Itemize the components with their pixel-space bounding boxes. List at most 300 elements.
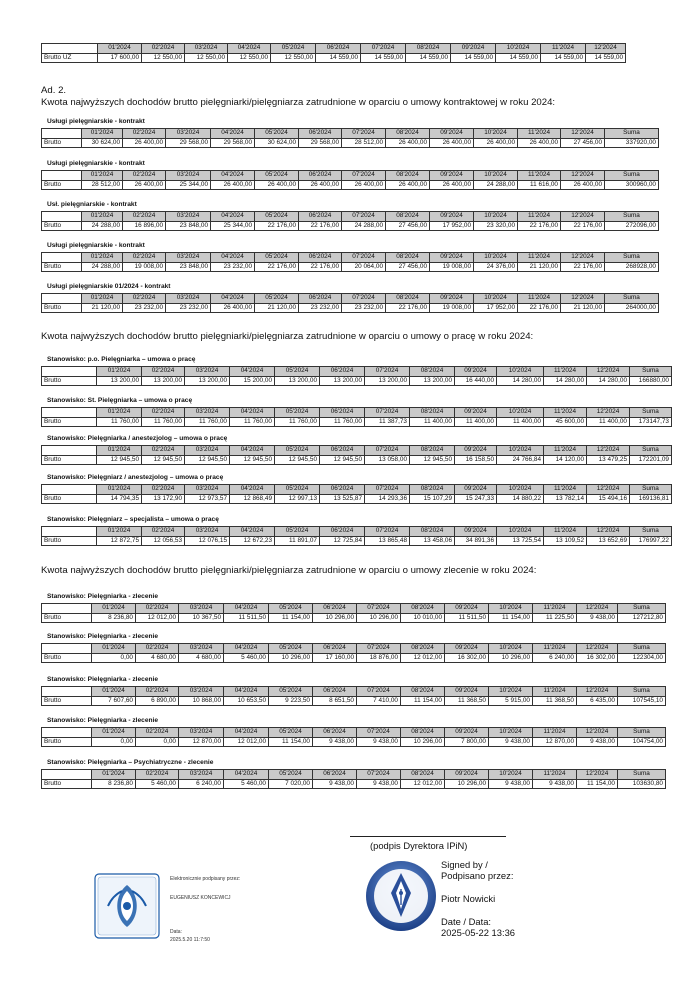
value-cell: 27 456,00	[386, 221, 430, 231]
value-cell: 13 200,00	[275, 376, 320, 386]
value-cell: 11 368,50	[445, 696, 489, 706]
month-header-cell: 08'2024	[410, 408, 455, 418]
value-cell: 26 400,00	[518, 138, 561, 148]
value-cell: 22 176,00	[561, 221, 605, 231]
month-header-cell: 05'2024	[275, 527, 320, 537]
value-cell: 14 559,00	[361, 53, 406, 63]
value-cell: 5 460,00	[224, 779, 269, 789]
value-cell: 26 400,00	[342, 180, 386, 190]
row-label-cell: Brutto	[42, 303, 82, 313]
suma-header-cell: Suma	[618, 728, 666, 738]
month-header-cell: 12'2024	[561, 294, 605, 304]
month-header-cell: 07'2024	[357, 604, 401, 614]
value-cell: 12 868,49	[230, 494, 275, 504]
month-header-cell: 06'2024	[316, 44, 361, 54]
value-cell: 12 945,50	[230, 455, 275, 465]
month-header-cell: 07'2024	[342, 129, 386, 139]
section1-table	[41, 293, 659, 313]
month-header-cell: 11'2024	[544, 446, 587, 456]
month-header-cell: 11'2024	[533, 644, 577, 654]
month-header-cell: 04'2024	[211, 294, 255, 304]
row-label-cell: Brutto	[42, 737, 92, 747]
table-header-row	[42, 253, 659, 263]
section3-table-caption: Stanowisko: Pielęgniarka - zlecenie	[47, 676, 159, 683]
value-cell: 10 296,00	[445, 779, 489, 789]
month-header-cell: 07'2024	[357, 644, 401, 654]
section1-title: Kwota najwyższych dochodów brutto pielęgniarki/pielęgniarza zatrudnione w oparciu o umowy kontraktowej w roku 2024:	[41, 97, 556, 108]
month-header-cell: 05'2024	[255, 253, 299, 263]
value-cell: 12 076,15	[185, 536, 230, 546]
header-blank-cell	[42, 687, 92, 697]
value-cell: 8 651,50	[313, 696, 357, 706]
value-cell: 23 848,00	[166, 221, 211, 231]
value-cell: 29 568,00	[211, 138, 255, 148]
section2-table-caption: Stanowisko: Pielęgniarz – specjalista – umowa o pracę	[47, 516, 219, 523]
row-label-cell: Brutto	[42, 376, 97, 386]
value-cell: 21 120,00	[255, 303, 299, 313]
month-header-cell: 04'2024	[230, 485, 275, 495]
month-header-cell: 02'2024	[142, 408, 185, 418]
month-header-cell: 06'2024	[299, 212, 342, 222]
month-header-cell: 03'2024	[185, 367, 230, 377]
podpisano-label: Podpisano przez:	[441, 870, 514, 881]
month-header-cell: 04'2024	[224, 687, 269, 697]
month-header-cell: 10'2024	[489, 770, 533, 780]
value-cell: 11 760,00	[275, 417, 320, 427]
month-header-cell: 11'2024	[544, 367, 587, 377]
month-header-cell: 08'2024	[401, 687, 445, 697]
table-header-row	[42, 728, 666, 738]
value-cell: 17 160,00	[313, 653, 357, 663]
month-header-cell: 10'2024	[489, 604, 533, 614]
section2-table	[41, 366, 672, 386]
value-cell: 23 232,00	[123, 303, 166, 313]
suma-value-cell: 103630,80	[618, 779, 666, 789]
month-header-cell: 12'2024	[577, 687, 618, 697]
table-row	[42, 455, 672, 465]
suma-header-cell: Suma	[618, 687, 666, 697]
header-blank-cell	[42, 485, 97, 495]
value-cell: 23 232,00	[299, 303, 342, 313]
left-seal-name: EUGENIUSZ KONCEWICJ	[170, 895, 231, 901]
month-header-cell: 08'2024	[410, 367, 455, 377]
month-header-cell: 02'2024	[136, 604, 179, 614]
table-row	[42, 494, 672, 504]
month-header-cell: 06'2024	[299, 294, 342, 304]
value-cell: 22 176,00	[518, 221, 561, 231]
section3-table-caption: Stanowisko: Pielęgniarka – Psychiatryczne - zlecenie	[47, 759, 214, 766]
suma-value-cell: 104754,00	[618, 737, 666, 747]
month-header-cell: 12'2024	[587, 367, 630, 377]
value-cell: 26 400,00	[386, 138, 430, 148]
table-header-row	[42, 446, 672, 456]
section3-table	[41, 727, 666, 747]
value-cell: 20 064,00	[342, 262, 386, 272]
value-cell: 11 760,00	[320, 417, 365, 427]
month-header-cell: 09'2024	[451, 44, 496, 54]
suma-value-cell: 268928,00	[605, 262, 659, 272]
value-cell: 22 176,00	[386, 303, 430, 313]
value-cell: 14 880,22	[497, 494, 544, 504]
table-row	[42, 376, 672, 386]
month-header-cell: 03'2024	[185, 485, 230, 495]
month-header-cell: 09'2024	[430, 212, 474, 222]
value-cell: 16 440,00	[455, 376, 497, 386]
month-header-cell: 08'2024	[410, 485, 455, 495]
section2-table	[41, 484, 672, 504]
table-row	[42, 653, 666, 663]
value-cell: 27 456,00	[386, 262, 430, 272]
value-cell: 26 400,00	[430, 180, 474, 190]
month-header-cell: 12'2024	[561, 171, 605, 181]
value-cell: 23 232,00	[211, 262, 255, 272]
value-cell: 22 176,00	[561, 262, 605, 272]
value-cell: 12 870,00	[533, 737, 577, 747]
value-cell: 11 154,00	[269, 737, 313, 747]
month-header-cell: 05'2024	[269, 644, 313, 654]
month-header-cell: 02'2024	[123, 171, 166, 181]
suma-value-cell: 107545,10	[618, 696, 666, 706]
month-header-cell: 10'2024	[474, 253, 518, 263]
value-cell: 7 800,00	[445, 737, 489, 747]
value-cell: 13 200,00	[142, 376, 185, 386]
left-seal-signed-label: Elektronicznie podpisany przez:	[170, 876, 241, 882]
section2-table-caption: Stanowisko: p.o. Pielęgniarka – umowa o pracę	[47, 356, 196, 363]
month-header-cell: 12'2024	[587, 485, 630, 495]
month-header-cell: 03'2024	[166, 212, 211, 222]
month-header-cell: 07'2024	[365, 408, 410, 418]
month-header-cell: 07'2024	[342, 212, 386, 222]
row-label-cell: Brutto	[42, 494, 97, 504]
value-cell: 26 400,00	[123, 180, 166, 190]
month-header-cell: 05'2024	[271, 44, 316, 54]
row-label-cell: Brutto	[42, 180, 82, 190]
month-header-cell: 12'2024	[577, 604, 618, 614]
table-row	[42, 138, 659, 148]
value-cell: 9 223,50	[269, 696, 313, 706]
value-cell: 24 376,00	[474, 262, 518, 272]
table-row	[42, 53, 626, 63]
month-header-cell: 12'2024	[561, 129, 605, 139]
value-cell: 25 344,00	[211, 221, 255, 231]
value-cell: 11 154,00	[401, 696, 445, 706]
month-header-cell: 06'2024	[320, 485, 365, 495]
month-header-cell: 09'2024	[445, 644, 489, 654]
month-header-cell: 05'2024	[269, 687, 313, 697]
value-cell: 11 225,50	[533, 613, 577, 623]
value-cell: 26 400,00	[561, 180, 605, 190]
month-header-cell: 01'2024	[82, 171, 123, 181]
value-cell: 13 525,87	[320, 494, 365, 504]
month-header-cell: 10'2024	[489, 687, 533, 697]
month-header-cell: 10'2024	[496, 44, 541, 54]
value-cell: 11 154,00	[489, 613, 533, 623]
month-header-cell: 11'2024	[518, 253, 561, 263]
suma-value-cell: 264000,00	[605, 303, 659, 313]
month-header-cell: 03'2024	[185, 446, 230, 456]
value-cell: 6 240,00	[533, 653, 577, 663]
month-header-cell: 01'2024	[82, 212, 123, 222]
value-cell: 10 296,00	[357, 613, 401, 623]
month-header-cell: 03'2024	[166, 129, 211, 139]
month-header-cell: 03'2024	[185, 527, 230, 537]
value-cell: 12 012,00	[224, 737, 269, 747]
value-cell: 12 945,50	[320, 455, 365, 465]
month-header-cell: 11'2024	[518, 294, 561, 304]
value-cell: 10 010,00	[401, 613, 445, 623]
value-cell: 25 344,00	[166, 180, 211, 190]
suma-header-cell: Suma	[618, 644, 666, 654]
value-cell: 14 280,00	[587, 376, 630, 386]
value-cell: 28 512,00	[342, 138, 386, 148]
value-cell: 12 012,00	[136, 613, 179, 623]
month-header-cell: 10'2024	[497, 367, 544, 377]
month-header-cell: 02'2024	[136, 728, 179, 738]
month-header-cell: 08'2024	[386, 253, 430, 263]
section3-table-caption: Stanowisko: Pielęgniarka - zlecenie	[47, 633, 159, 640]
month-header-cell: 03'2024	[166, 171, 211, 181]
value-cell: 11 511,50	[445, 613, 489, 623]
month-header-cell: 07'2024	[342, 294, 386, 304]
month-header-cell: 05'2024	[275, 367, 320, 377]
month-header-cell: 04'2024	[224, 644, 269, 654]
value-cell: 30 624,00	[82, 138, 123, 148]
month-header-cell: 07'2024	[342, 171, 386, 181]
month-header-cell: 04'2024	[230, 408, 275, 418]
month-header-cell: 10'2024	[489, 644, 533, 654]
value-cell: 22 176,00	[299, 221, 342, 231]
value-cell: 13 200,00	[365, 376, 410, 386]
month-header-cell: 07'2024	[365, 367, 410, 377]
table-header-row	[42, 527, 672, 537]
value-cell: 0,00	[92, 737, 136, 747]
section2-table	[41, 445, 672, 465]
month-header-cell: 08'2024	[386, 171, 430, 181]
section1-table-caption: Usługi pielęgniarskie - kontrakt	[47, 160, 145, 167]
value-cell: 10 367,50	[179, 613, 224, 623]
section3-table	[41, 686, 666, 706]
month-header-cell: 11'2024	[518, 212, 561, 222]
month-header-cell: 11'2024	[533, 770, 577, 780]
value-cell: 13 172,90	[142, 494, 185, 504]
value-cell: 6 435,00	[577, 696, 618, 706]
month-header-cell: 02'2024	[142, 44, 185, 54]
header-blank-cell	[42, 527, 97, 537]
value-cell: 9 438,00	[313, 779, 357, 789]
row-label-cell: Brutto	[42, 417, 97, 427]
month-header-cell: 01'2024	[82, 253, 123, 263]
value-cell: 8 236,80	[92, 613, 136, 623]
value-cell: 14 280,00	[544, 376, 587, 386]
value-cell: 10 296,00	[401, 737, 445, 747]
value-cell: 11 760,00	[230, 417, 275, 427]
table-header-row	[42, 171, 659, 181]
value-cell: 6 890,00	[136, 696, 179, 706]
value-cell: 21 120,00	[82, 303, 123, 313]
month-header-cell: 11'2024	[544, 408, 587, 418]
suma-header-cell: Suma	[605, 253, 659, 263]
signed-by-label: Signed by /	[441, 859, 488, 870]
suma-value-cell: 172201,09	[630, 455, 672, 465]
table-header-row	[42, 212, 659, 222]
value-cell: 13 652,69	[587, 536, 630, 546]
value-cell: 22 176,00	[255, 262, 299, 272]
header-blank-cell	[42, 294, 82, 304]
header-blank-cell	[42, 770, 92, 780]
value-cell: 24 288,00	[82, 221, 123, 231]
value-cell: 26 400,00	[430, 138, 474, 148]
left-seal-data-label: Data:	[170, 929, 182, 935]
month-header-cell: 01'2024	[82, 129, 123, 139]
suma-header-cell: Suma	[605, 129, 659, 139]
value-cell: 11 511,50	[224, 613, 269, 623]
value-cell: 12 945,50	[410, 455, 455, 465]
month-header-cell: 08'2024	[386, 129, 430, 139]
signature-seal-icon	[364, 859, 438, 933]
month-header-cell: 10'2024	[497, 527, 544, 537]
value-cell: 18 876,00	[357, 653, 401, 663]
month-header-cell: 12'2024	[586, 44, 626, 54]
month-header-cell: 10'2024	[474, 129, 518, 139]
value-cell: 0,00	[92, 653, 136, 663]
table-header-row	[42, 367, 672, 377]
value-cell: 16 158,50	[455, 455, 497, 465]
month-header-cell: 08'2024	[401, 604, 445, 614]
month-header-cell: 11'2024	[533, 728, 577, 738]
signature-caption: (podpis Dyrektora IPiN)	[370, 840, 468, 851]
value-cell: 23 848,00	[166, 262, 211, 272]
suma-value-cell: 176997,22	[630, 536, 672, 546]
signature-line	[350, 836, 506, 837]
row-label-cell: Brutto	[42, 455, 97, 465]
table-row	[42, 262, 659, 272]
month-header-cell: 02'2024	[123, 253, 166, 263]
section3-table-caption: Stanowisko: Pielęgniarka - zlecenie	[47, 717, 159, 724]
value-cell: 14 559,00	[451, 53, 496, 63]
date-label: Date / Data:	[441, 916, 492, 927]
suma-value-cell: 173147,73	[630, 417, 672, 427]
header-blank-cell	[42, 728, 92, 738]
value-cell: 24 766,84	[497, 455, 544, 465]
value-cell: 11 387,73	[365, 417, 410, 427]
suma-value-cell: 127212,80	[618, 613, 666, 623]
section3-table	[41, 769, 666, 789]
month-header-cell: 04'2024	[211, 253, 255, 263]
row-label-cell: Brutto	[42, 613, 92, 623]
value-cell: 15 247,33	[455, 494, 497, 504]
suma-header-cell: Suma	[630, 446, 672, 456]
value-cell: 29 568,00	[299, 138, 342, 148]
month-header-cell: 08'2024	[406, 44, 451, 54]
value-cell: 12 550,00	[185, 53, 228, 63]
suma-header-cell: Suma	[605, 294, 659, 304]
month-header-cell: 02'2024	[136, 644, 179, 654]
value-cell: 11 400,00	[410, 417, 455, 427]
month-header-cell: 06'2024	[313, 728, 357, 738]
month-header-cell: 07'2024	[365, 446, 410, 456]
value-cell: 21 120,00	[561, 303, 605, 313]
month-header-cell: 07'2024	[357, 770, 401, 780]
value-cell: 11 400,00	[587, 417, 630, 427]
date-value: 2025-05-22 13:36	[441, 927, 516, 938]
month-header-cell: 11'2024	[533, 687, 577, 697]
value-cell: 13 782,14	[544, 494, 587, 504]
table-row	[42, 180, 659, 190]
section1-table-caption: Usługi pielęgniarskie 01/2024 - kontrakt	[47, 283, 171, 290]
month-header-cell: 12'2024	[561, 253, 605, 263]
month-header-cell: 05'2024	[269, 770, 313, 780]
month-header-cell: 10'2024	[474, 294, 518, 304]
month-header-cell: 10'2024	[474, 171, 518, 181]
value-cell: 23 232,00	[342, 303, 386, 313]
header-blank-cell	[42, 408, 97, 418]
value-cell: 27 456,00	[561, 138, 605, 148]
month-header-cell: 12'2024	[577, 770, 618, 780]
section1-table-caption: Usługi pielęgniarskie - kontrakt	[47, 118, 145, 125]
row-label-cell: Brutto	[42, 696, 92, 706]
month-header-cell: 06'2024	[320, 408, 365, 418]
month-header-cell: 03'2024	[179, 687, 224, 697]
value-cell: 7 607,60	[92, 696, 136, 706]
value-cell: 5 915,00	[489, 696, 533, 706]
value-cell: 23 320,00	[474, 221, 518, 231]
value-cell: 26 400,00	[211, 303, 255, 313]
month-header-cell: 04'2024	[211, 129, 255, 139]
suma-header-cell: Suma	[630, 527, 672, 537]
month-header-cell: 11'2024	[518, 171, 561, 181]
month-header-cell: 04'2024	[224, 728, 269, 738]
month-header-cell: 08'2024	[386, 212, 430, 222]
suma-header-cell: Suma	[618, 604, 666, 614]
value-cell: 19 008,00	[430, 262, 474, 272]
month-header-cell: 01'2024	[97, 446, 142, 456]
value-cell: 17 952,00	[430, 221, 474, 231]
value-cell: 14 559,00	[541, 53, 586, 63]
value-cell: 9 438,00	[489, 737, 533, 747]
month-header-cell: 05'2024	[255, 129, 299, 139]
suma-value-cell: 272096,00	[605, 221, 659, 231]
month-header-cell: 09'2024	[445, 728, 489, 738]
value-cell: 14 280,00	[497, 376, 544, 386]
month-header-cell: 01'2024	[82, 294, 123, 304]
value-cell: 15 200,00	[230, 376, 275, 386]
value-cell: 12 012,00	[401, 653, 445, 663]
value-cell: 26 400,00	[386, 180, 430, 190]
header-blank-cell	[42, 44, 98, 54]
value-cell: 11 400,00	[497, 417, 544, 427]
month-header-cell: 11'2024	[518, 129, 561, 139]
value-cell: 14 559,00	[586, 53, 626, 63]
row-label-cell: Brutto	[42, 536, 97, 546]
value-cell: 14 120,00	[544, 455, 587, 465]
table-header-row	[42, 770, 666, 780]
table-row	[42, 221, 659, 231]
value-cell: 12 945,50	[185, 455, 230, 465]
month-header-cell: 12'2024	[587, 527, 630, 537]
month-header-cell: 09'2024	[430, 171, 474, 181]
value-cell: 24 288,00	[342, 221, 386, 231]
month-header-cell: 06'2024	[320, 446, 365, 456]
value-cell: 19 008,00	[430, 303, 474, 313]
month-header-cell: 09'2024	[445, 770, 489, 780]
month-header-cell: 11'2024	[541, 44, 586, 54]
value-cell: 13 725,54	[497, 536, 544, 546]
value-cell: 17 600,00	[98, 53, 142, 63]
month-header-cell: 04'2024	[211, 212, 255, 222]
suma-header-cell: Suma	[605, 212, 659, 222]
month-header-cell: 05'2024	[275, 485, 320, 495]
month-header-cell: 11'2024	[533, 604, 577, 614]
